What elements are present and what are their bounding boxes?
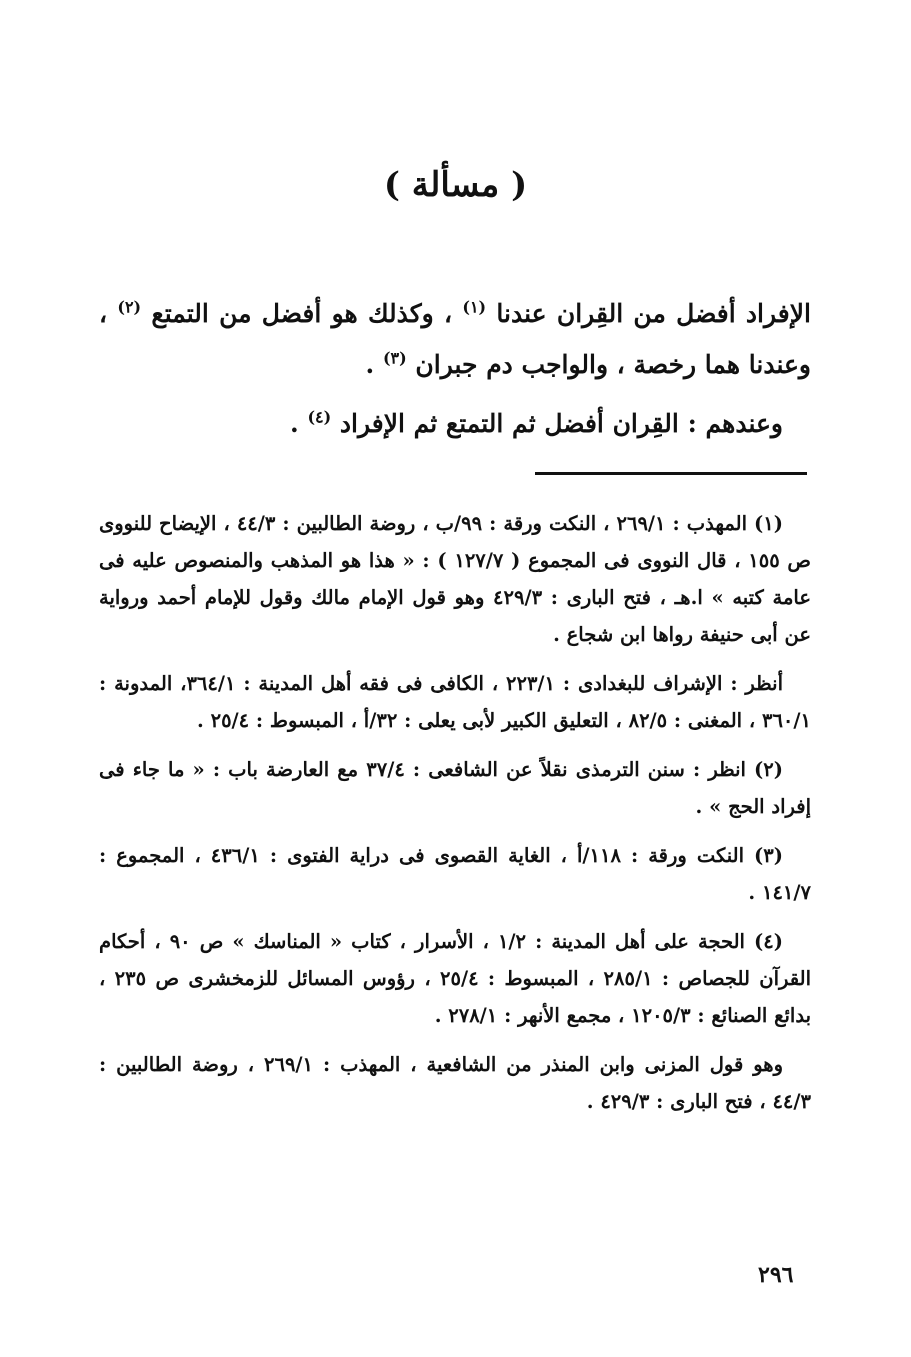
main-paragraph-2	[99, 398, 811, 449]
main-text-segment: .	[290, 409, 299, 438]
page-number: ٢٩٦	[758, 1262, 794, 1288]
main-text-segment: ، وكذلك هو أفضل من التمتع	[151, 299, 453, 328]
footnote-1-continued: أنظر : الإشراف للبغدادى : ٢٢٣/١ ، الكافى فى فقه أهل المدينة : ٣٦٤/١، المدونة : ٣٦٠/١ ، المغنى : ٨٢/٥ ، التعليق الكبير لأبى يعلى : ٣٢/أ ، المبسوط : ٢٥/٤ .	[99, 672, 811, 732]
footnote-1: (١) المهذب : ٢٦٩/١ ، النكت ورقة : ٩٩/ب ، روضة الطالبين : ٤٤/٣ ، الإيضاح للنووى ص ١٥٥ ، قال النووى فى المجموع ( ١٢٧/٧ ) : « هذا هو المذهب والمنصوص عليه فى عامة كتبه » ا.هـ ، فتح البارى : ٤٢٩/٣ وهو قول الإمام مالك وقول للإمام أحمد ورواية عن أبى حنيفة رواها ابن شجاع .	[99, 512, 811, 646]
footnote-ref-2: (٢)	[117, 297, 142, 317]
footnote-3: (٣) النكت ورقة : ١١٨/أ ، الغاية القصوى فى دراية الفتوى : ٤٣٦/١ ، المجموع : ١٤١/٧ .	[99, 844, 811, 904]
main-text-segment: وعندهم : القِران أفضل ثم التمتع ثم الإفراد	[339, 409, 783, 438]
footnote-separator	[535, 472, 807, 475]
main-text-segment: ، وعندنا هما رخصة ، والواجب دم جبران	[99, 299, 811, 379]
footnote-4-continued: وهو قول المزنى وابن المنذر من الشافعية ، المهذب : ٢٦٩/١ ، روضة الطالبين : ٤٤/٣ ، فتح البارى : ٤٢٩/٣ .	[99, 1053, 811, 1113]
footnote-ref-1: (١)	[462, 297, 487, 317]
main-text-segment: .	[365, 350, 375, 379]
footnote-2: (٢) انظر : سنن الترمذى نقلاً عن الشافعى : ٣٧/٤ مع العارضة باب : « ما جاء فى إفراد الحج » .	[99, 758, 811, 818]
section-title: ( مسألة )	[383, 165, 528, 205]
footnote-4: (٤) الحجة على أهل المدينة : ١/٢ ، الأسرار ، كتاب « المناسك » ص ٩٠ ، أحكام القرآن للجصاص : ٢٨٥/١ ، المبسوط : ٢٥/٤ ، رؤوس المسائل للزمخشرى ص ٢٣٥ ، بدائع الصنائع : ١٢٠٥/٣ ، مجمع الأنهر : ٢٧٨/١ .	[99, 930, 811, 1027]
footnote-ref-4: (٤)	[307, 407, 332, 427]
footnotes	[99, 505, 811, 1132]
main-paragraph-1	[99, 288, 811, 390]
footnote-ref-3: (٣)	[382, 348, 407, 368]
main-text-segment: الإفراد أفضل من القِران عندنا	[496, 299, 811, 328]
main-text	[99, 288, 811, 449]
